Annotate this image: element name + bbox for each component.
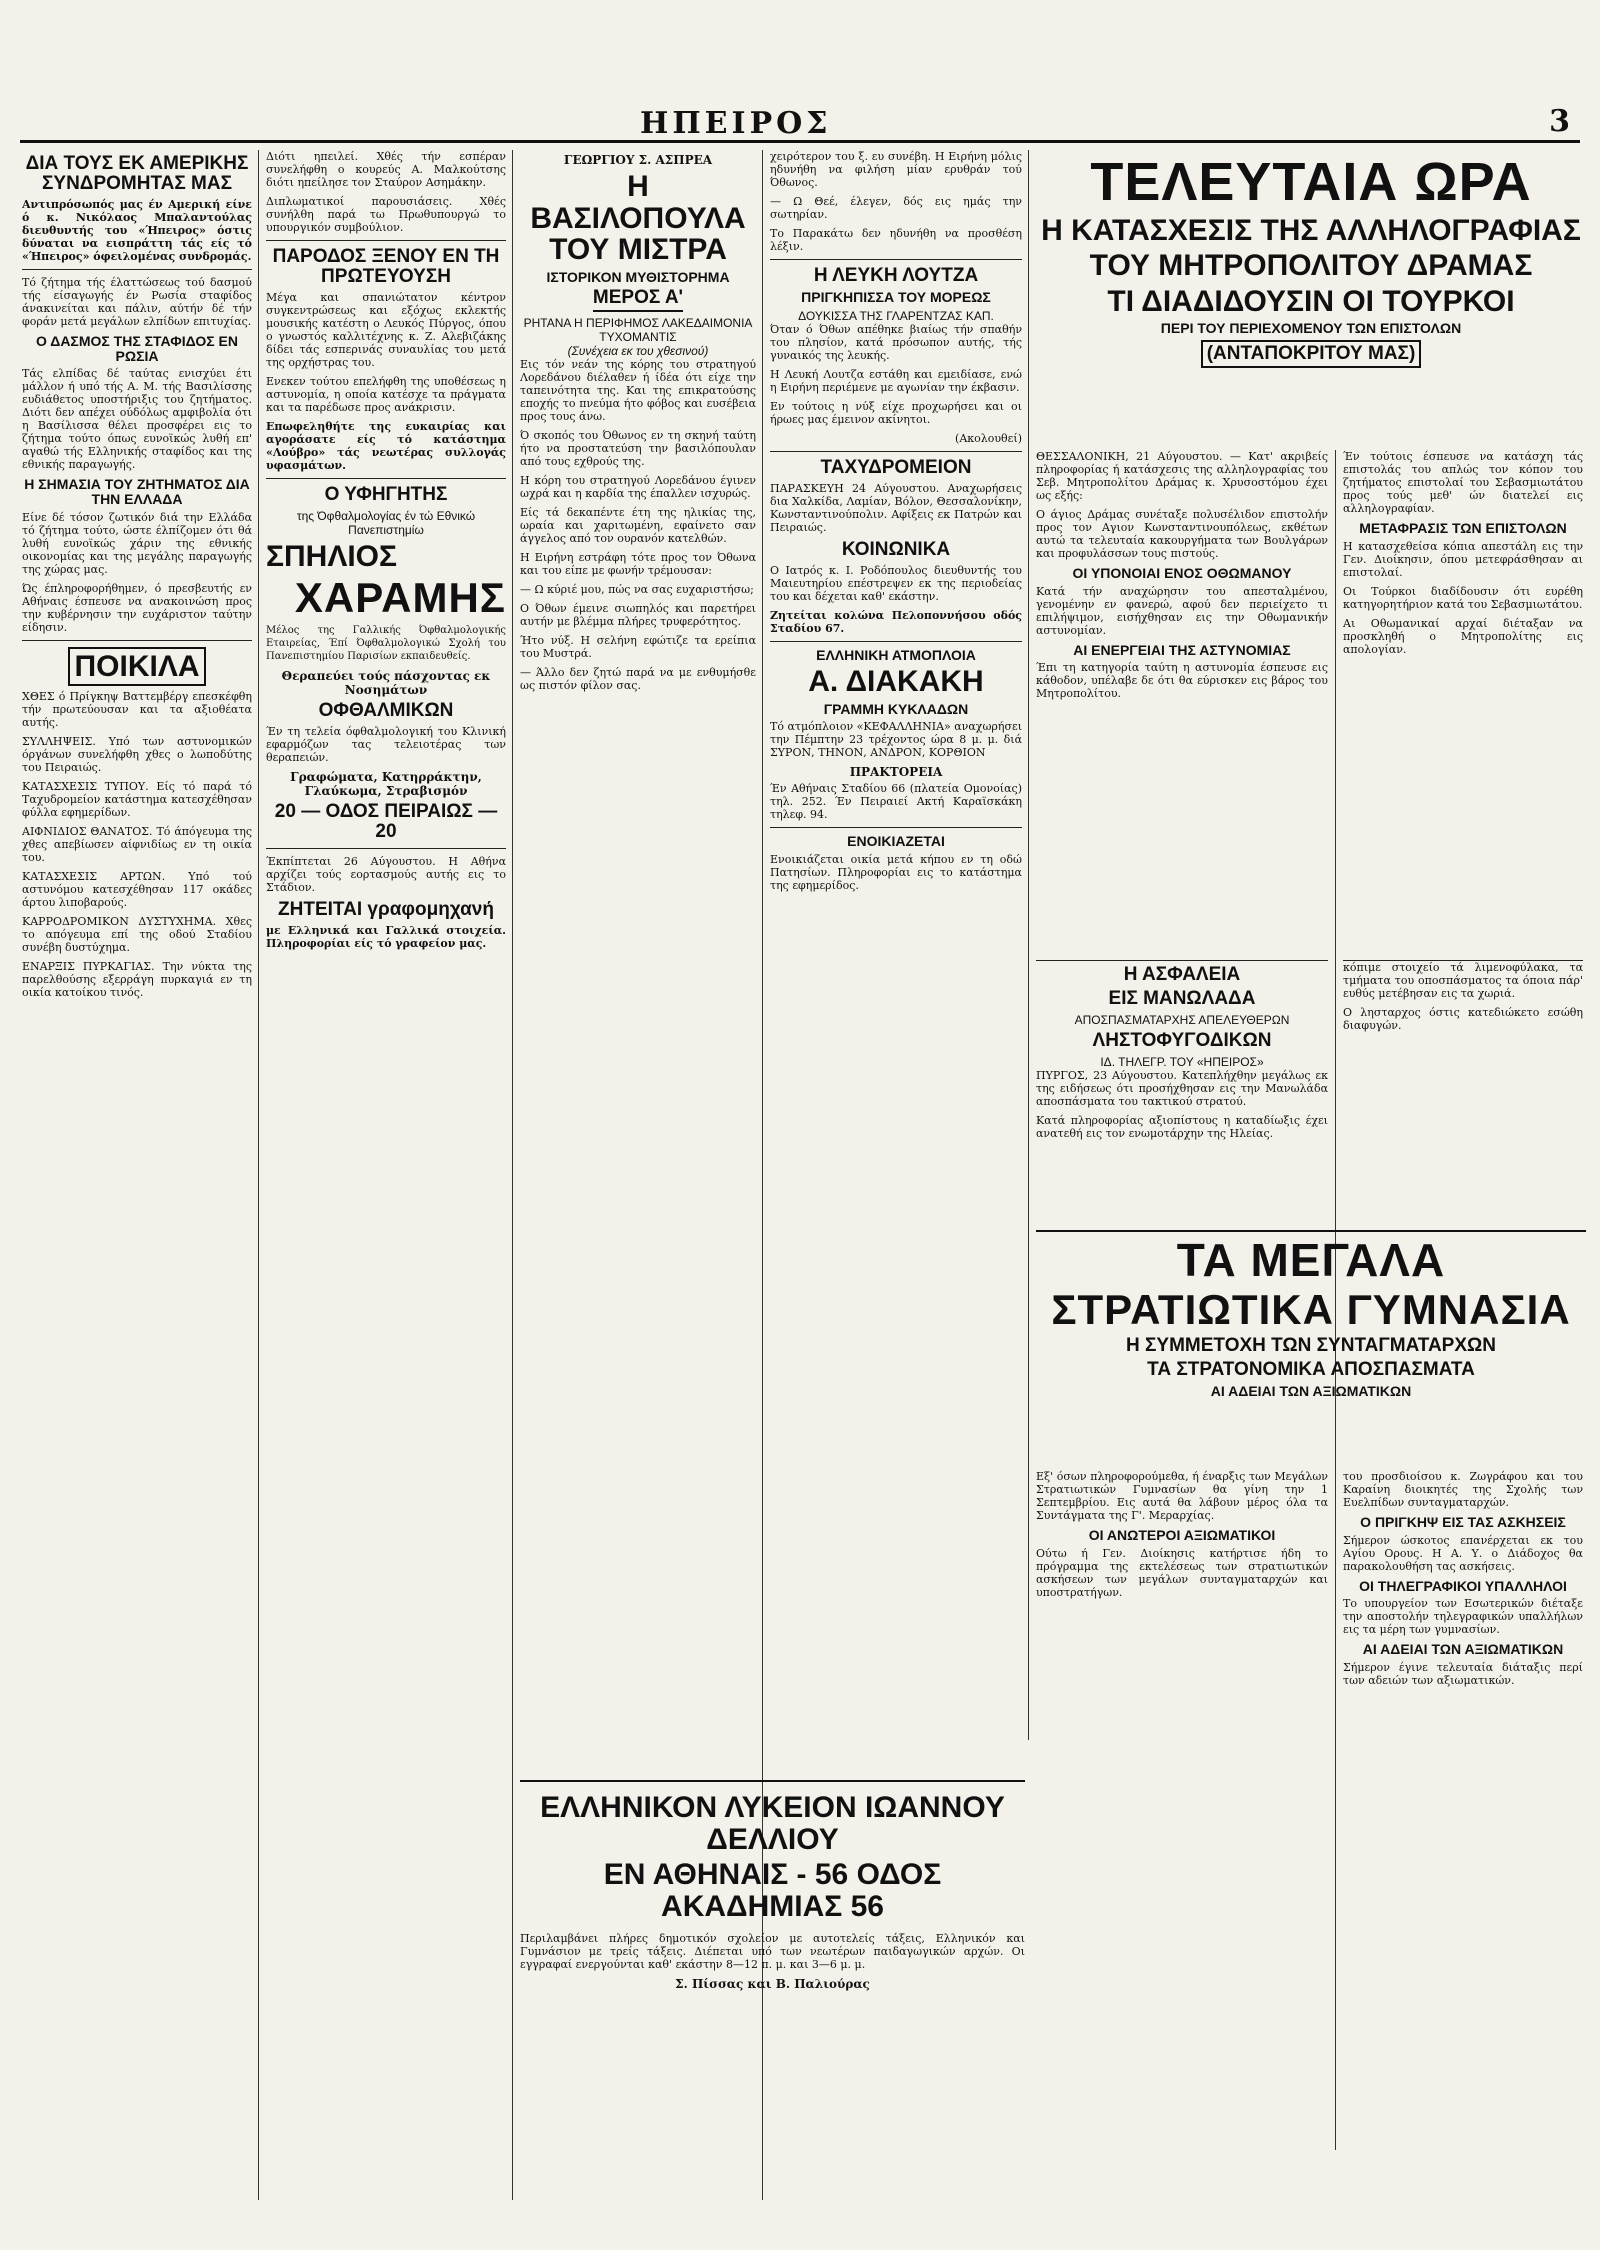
social-text: Ο Ιατρός κ. Ι. Ροδόπουλος διευθυντής του Μαιευτηρίου επέστρεψεν εκ της περιοδείας του και δέχεται καθ' εκάστην. — [770, 563, 1022, 603]
article-text: Ώς έπληροφορήθημεν, ό πρεσβευτής εν Αθήναις έσπευσε να ανακοινώση προς την κυβέρνησιν την ευχάριστον ταύτην είδησιν. — [22, 581, 252, 634]
ad-doctor-list: Γραφώματα, Κατηρράκτην, Γλαύκωμα, Στραβισμόν — [290, 770, 482, 799]
novel2-title: Η ΛΕΥΚΗ ΛΟΥΤΖΑ — [813, 265, 979, 286]
novel-continued: (Συνέχεια εκ του χθεσινού) — [567, 344, 709, 359]
subheading: ΟΙ ΥΠΟΝΟΙΑΙ ΕΝΟΣ ΟΘΩΜΑΝΟΥ — [1072, 565, 1292, 581]
column-4 — [770, 150, 1022, 1750]
social-header: ΚΟΙΝΩΝΙΚΑ — [841, 538, 951, 560]
subheading: ΜΕΤΑΦΡΑΣΙΣ ΤΩΝ ΕΠΙΣΤΟΛΩΝ — [1359, 520, 1567, 536]
novel-text: Η Λευκή Λουτζα εστάθη και εμειδίασε, ενώ η Ειρήνη περιέμενε με αγωνίαν την έκβασιν. — [770, 367, 1022, 394]
subheading: ΑΙ ΕΝΕΡΓΕΙΑΙ ΤΗΣ ΑΣΤΥΝΟΜΙΑΣ — [1073, 641, 1291, 658]
subheading: ΟΙ ΤΗΛΕΓΡΑΦΙΚΟΙ ΥΠΑΛΛΗΛΟΙ — [1359, 1577, 1567, 1594]
article-text: Μέγα και σπανιώτατον κέντρον συγκεντρώσεως και εξόχως εκλεκτής μουσικής κατέστη ο Λευκός Πύργος, όπου ο γνωστός καλλιτέχνης κ. Ζ. Αλεβιζάκης δίδει τάς εσπερινάς συναυλίας του μετά της ορχήστρας του. — [266, 290, 506, 369]
school-sign: Σ. Πίσσας και Β. Παλιούρας — [675, 1977, 870, 1991]
school-address: ΕΝ ΑΘΗΝΑΙΣ - 56 ΟΔΟΣ ΑΚΑΔΗΜΙΑΣ 56 — [603, 1858, 942, 1923]
article-text: του προσδιοίσου κ. Ζωγράφου και του Καραίνη διοικητές της Σχολής των Ευελπίδων συνταγματαρχών. — [1343, 1470, 1583, 1509]
exercises-big1: ΤΑ ΜΕΓΑΛΑ — [1176, 1234, 1446, 1286]
column-3 — [520, 150, 756, 1770]
novel2-subtitle: ΠΡΙΓΚΗΠΙΣΣΑ ΤΟΥ ΜΟΡΕΩΣ — [801, 288, 991, 305]
school-ad — [520, 1780, 1025, 2172]
manolada-header1: Η ΑΣΦΑΛΕΙΑ — [1123, 964, 1241, 985]
correspondent-tag: (ΑΝΤΑΠΟΚΡΙΤΟΥ ΜΑΣ) — [1036, 340, 1586, 368]
article-text: Ούτω ή Γεν. Διοίκησις κατήρτισε ήδη το πρόγραμμα της εκτελέσεως των στρατιωτικών ασκήσεων των μεγάλων συνταγματαρχών και υποστρατήγων. — [1036, 1546, 1328, 1599]
article-text: Σήμερον ώσκοτος επανέρχεται εκ του Αγίου Ορους. Η Α. Υ. ο Διάδοχος θα παρακολουθήση τας ασκήσεις. — [1343, 1533, 1583, 1573]
column-5-right — [1343, 450, 1583, 950]
continued-note: (Ακολουθεί) — [955, 431, 1022, 445]
turks-headline: ΤΙ ΔΙΑΔΙΔΟΥΣΙΝ ΟΙ ΤΟΥΡΚΟΙ — [1107, 284, 1515, 318]
subheading: Ο ΔΑΣΜΟΣ ΤΗΣ ΣΤΑΦΙΔΟΣ ΕΝ ΡΩΣΙΑ — [36, 332, 238, 364]
news-item: Διότι ηπειλεί. Χθές τήν εσπέραν συνελήφθη ο κουρεύς Α. Μαλκούτσης διότι ηπείλησε τον Σταύρον Ασημάκην. — [266, 150, 506, 189]
article-text: Κατά πληροφορίας αξιοπίστους η καταδίωξις έχει ανατεθή εις τον ενωμοτάρχην της Ηλείας. — [1036, 1113, 1328, 1140]
confiscation-headline: Η ΚΑΤΑΣΧΕΣΙΣ ΤΗΣ ΑΛΛΗΛΟΓΡΑΦΙΑΣ — [1041, 213, 1581, 247]
article-text: Το υπουργείον των Εσωτερικών διέταξε την αποστολήν τηλεγραφικών υπαλλήλων εις τα μέρη των γυμνασίων. — [1343, 1597, 1583, 1637]
ad-doctor-address: 20 — ΟΔΟΣ ΠΕΙΡΑΙΩΣ — 20 — [274, 801, 498, 843]
novel-text: χειρότερον του ξ. ευ συνέβη. Η Ειρήνη μόλις ηδυνήθη να φιλήση μίαν ερυθράν τού Όθωνος. — [770, 150, 1022, 189]
page-number: 3 — [1549, 104, 1570, 139]
exercises-h4: ΑΙ ΑΔΕΙΑΙ ΤΩΝ ΑΞΙΩΜΑΤΙΚΩΝ — [1210, 1383, 1412, 1400]
subheading: ΑΙ ΑΔΕΙΑΙ ΤΩΝ ΑΞΙΩΜΑΤΙΚΩΝ — [1362, 1641, 1564, 1658]
article-text: Ενεκεν τούτου επελήφθη της υποθέσεως η αστυνομία, η οποία κατέσχε τα πράγματα και τα παρέδωσε προς ανάκρισιν. — [266, 374, 506, 414]
novel-text: — Ω Θεέ, έλεγεν, δός εις ημάς την σωτηρίαν. — [770, 195, 1022, 221]
news-item: ΑΙΦΝΙΔΙΟΣ ΘΑΝΑΤΟΣ. Τό άπόγευμα της χθες απεβίωσεν αίφνιδίως εν τη οικία του. — [22, 825, 252, 865]
manolada-right — [1343, 960, 1583, 1221]
novel-text: Η Ειρήνη εστράφη τότε προς τον Όθωνα και του είπε με φωνήν τρέμουσαν: — [520, 551, 756, 578]
manolada-header2: ΕΙΣ ΜΑΝΩΛΑΔΑ — [1108, 987, 1256, 1009]
novel-text: Ήτο νύξ. Η σελήνη εφώτιζε τα ερείπια του Μυστρά. — [520, 634, 756, 661]
novel-text: Όταν ό Όθων απέθηκε βιαίως τήν σπαθήν του πλησίον, κατά πρόσωπον αυτής, τής γυναικός της λευκής. — [770, 322, 1022, 362]
news-item: ΕΝΑΡΞΙΣ ΠΥΡΚΑΓΙΑΣ. Την νύκτα της παρελθούσης εξερράγη πυρκαγιά εν τη οικία κατοίκου τινός. — [22, 960, 252, 1000]
ad-wanted-body: με Ελληνικά και Γαλλικά στοιχεία. Πληροφορίαι είς τό γραφείον μας. — [266, 924, 506, 951]
ad-doctor-sub: της Όφθαλμολογίας έν τώ Εθνικώ Πανεπιστημίω — [296, 508, 476, 537]
post-header: ΤΑΧΥΔΡΟΜΕΙΟΝ — [820, 456, 972, 478]
novel-text: Είς τά δεκαπέντε έτη της ηλικίας της, ωραία και χαριτωμένη, εφαίνετο σαν άγγελος από τον ουρανόν κατελθών. — [520, 506, 756, 546]
ship-text: Τό ατμόπλοιον «ΚΕΦΑΛΛΗΝΙΑ» αναχωρήσει την Πέμπτην 23 τρέχοντος ώρα 8 μ. μ. διά ΣΥΡΟΝ, ΤΗΝΟΝ, ΑΝΔΡΟΝ, ΚΟΡΘΙΟΝ — [770, 720, 1022, 760]
novel-text: Το Παρακάτω δεν ηδυνήθη να προσθέση λέξιν. — [770, 227, 1022, 253]
article-text: Είνε δέ τόσον ζωτικόν διά την Ελλάδα τό ζήτημα τούτο, ώστε έλπίζομεν ότι θά λυθή ευνοϊκώς χάριν της εθνικής οικονομίας και της μεγάλης παραγωγής της χώρας μας. — [22, 510, 252, 576]
post-text: ΠΑΡΑΣΚΕΥΗ 24 Αύγουστου. Αναχωρήσεις δια Χαλκίδα, Λαμίαν, Βόλον, Θεσσαλονίκην, Κωνσταντινούπολιν. Αφίξεις εκ Πατρών και Πειραιώς. — [770, 481, 1022, 534]
article-text: Ο λησταρχος όστις κατεδιώκετο εσώθη διαφυγών. — [1343, 1006, 1583, 1032]
article-text: Αι Οθωμανικαί αρχαί διέταξαν να προσκληθή ο Μητροπολίτης εις απολογίαν. — [1343, 616, 1583, 656]
exercises-h3: ΤΑ ΣΤΡΑΤΟΝΟΜΙΚΑ ΑΠΟΣΠΑΣΜΑΤΑ — [1147, 1359, 1475, 1381]
ad-wanted-title: ΖΗΤΕΙΤΑΙ γραφομηχανή — [278, 899, 494, 921]
masthead — [20, 100, 1580, 143]
novel-title: Η ΒΑΣΙΛΟΠΟΥΛΑ ΤΟΥ ΜΙΣΤΡΑ — [530, 170, 746, 266]
novel-text: Ο Όθων έμεινε σιωπηλός και παρετήρει αυτήν με βλέμμα πλήρες τρυφερότητος. — [520, 602, 756, 629]
exercises-headline-block — [1036, 1230, 1586, 1462]
ship-header: ΕΛΛΗΝΙΚΗ ΑΤΜΟΠΛΟΙΑ — [816, 646, 976, 663]
article-text: Επωφεληθήτε της ευκαιρίας και αγοράσατε είς τό κατάστημα «Λούβρο» τάς νεωτέρας συλλογάς υφασμάτων. — [266, 419, 506, 472]
article-text: Κατά τήν αναχώρησιν του απεσταλμένου, γενομένην εν φανερώ, αφού δεν περιείχετο τι επιλήψιμον, εισήχθησαν εις την Οθωμανικήν αστυνομίαν. — [1036, 584, 1328, 637]
ad-doctor-name2: ΧΑΡΑΜΗΣ — [294, 574, 506, 622]
news-item: ΚΑΤΑΣΧΕΣΙΣ ΤΥΠΟΥ. Είς τό παρά τό Ταχυδρομείον κατάστημα κατεσχέθησαν φύλλα εφημερίδων. — [22, 780, 252, 820]
ad-doctor-more: Έν τη τελεία όφθαλμολογική του Κλινική εφαρμόζων τας τελειοτέρας των θεραπειών. — [266, 725, 506, 765]
guest-header: ΠΑΡΟΔΟΣ ΞΕΝΟΥ ΕΝ ΤΗ ΠΡΩΤΕΥΟΥΣΗ — [272, 246, 500, 287]
rent-header: ΕΝΟΙΚΙΑΖΕΤΑΙ — [847, 833, 945, 850]
news-item: Έκπίπτεται 26 Αύγουστου. Η Αθήνα αρχίζει τούς εορτασμούς αυτής εις το Στάδιον. — [266, 855, 506, 895]
school-name: ΕΛΛΗΝΙΚΟΝ ΛΥΚΕΙΟΝ ΙΩΑΝΝΟΥ ΔΕΛΛΙΟΥ — [540, 1791, 1005, 1856]
column-2 — [266, 150, 506, 2210]
novel-text: — Ω κύριέ μου, πώς να σας ευχαριστήσω; — [520, 583, 754, 597]
letters-headline: ΠΕΡΙ ΤΟΥ ΠΕΡΙΕΧΟΜΕΝΟΥ ΤΩΝ ΕΠΙΣΤΟΛΩΝ — [1160, 320, 1462, 337]
article-text: Έν τούτοις έσπευσε να κατάσχη τάς επιστολάς του απλώς τον κόπον του ζητήματος επιστολαί του Σεβασμιωτάτου προς τούς μεθ' ών διατελεί εις αλληλογραφίαν. — [1343, 450, 1583, 515]
ship-office: ΠΡΑΚΤΟΡΕΙΑ — [849, 765, 943, 780]
novel-chapter: ΡΗΤΑΝΑ Η ΠΕΡΙΦΗΜΟΣ ΛΑΚΕΔΑΙΜΟΝΙΑ ΤΥΧΟΜΑΝΤΙΣ — [523, 316, 753, 345]
subheading: ΟΙ ΑΝΩΤΕΡΟΙ ΑΞΙΩΜΑΤΙΚΟΙ — [1088, 1527, 1276, 1543]
article-text: Οι Τούρκοι διαδίδουσιν ότι ευρέθη κατηγορητήριον κατά του Σεβασμιωτάτου. — [1343, 584, 1583, 611]
school-text: Περιλαμβάνει πλήρες δημοτικόν σχολείον με αυτοτελείς τάξεις, Ελληνικόν και Γυμνάσιον με τρείς τάξεις. Διέπεται υπό των νεωτέρων παιδαγωγικών αρχών. Οι εγγραφαί ενεργούνται καθ' εκάστην 8—12 π. μ. και 3—6 μ. μ. — [520, 1932, 1025, 1971]
exercises-big2: ΣΤΡΑΤΙΩΤΙΚΑ ΓΥΜΝΑΣΙΑ — [1051, 1286, 1571, 1334]
news-item: ΚΑΡΡΟΔΡΟΜΙΚΟΝ ΔΥΣΤΥΧΗΜΑ. Χθες το απόγευμα επί της οδού Σταδίου συνέβη δυστύχημα. — [22, 915, 252, 955]
ship-address: Έν Αθήναις Σταδίου 66 (πλατεία Ομονοίας) τηλ. 252. Έν Πειραιεί Ακτή Καραϊσκάκη τηλεφ. 94. — [770, 782, 1022, 822]
exercises-right — [1343, 1470, 1583, 2170]
exercises-h2: Η ΣΥΜΜΕΤΟΧΗ ΤΩΝ ΣΥΝΤΑΓΜΑΤΑΡΧΩΝ — [1126, 1335, 1496, 1357]
last-hour-headline: ΤΕΛΕΥΤΑΙΑ ΩΡΑ — [1090, 152, 1532, 212]
novel-text: Εις τόν νεάν της κόρης του στρατηγού Λορεδάνου διέλαθεν ή ίδέα ότι είχε την ταπεινότητα της. Και της επικρατούσης εποχής το πνεύμα ήτο φόβος και ευσέβεια προς τους άνω. — [520, 358, 756, 424]
news-item: Διπλωματικοί παρουσιάσεις. Χθές συνήλθη παρά τω Πρωθυπουργώ το υπουργικόν συμβούλιον. — [266, 195, 506, 234]
exercises-left — [1036, 1470, 1328, 2170]
novel-text: Ό σκοπός του Όθωνος εν τη σκηνή ταύτη ήτο να προστατεύση την βασιλόπουλαν από τους εχθρούς της. — [520, 429, 756, 469]
last-hour-block — [1036, 150, 1586, 450]
article-text: Η κατασχεθείσα κόπια απεστάλη εις την Γεν. Διοίκησιν, όπου μετεφράσθησαν αι επιστολαί. — [1343, 539, 1583, 579]
news-item: ΧΘΕΣ ό Πρίγκηψ Βαττεμβέργ επεσκέφθη τήν πρωτεύουσαν και τα αξιοθέατα αυτής. — [22, 690, 252, 730]
novel-byline: ΓΕΩΡΓΙΟΥ Σ. ΑΣΠΡΕΑ — [563, 153, 713, 167]
wanted-text: Ζητείται κολώνα Πελοποννήσου οδός Σταδίου 67. — [770, 608, 1022, 635]
manolada-sub2: ΛΗΣΤΟΦΥΓΟΔΙΚΩΝ — [1092, 1029, 1272, 1051]
article-text: Τάς ελπίδας δέ ταύτας ενισχύει έτι μάλλον ή υπό τής Α. Μ. τής Βασιλίσσης ευδιάθετος υποστήριξις του ζητήματος. Διότι δεν απέχει ούδόλως αμφιβολία ότι η Βασίλισσα θέλει προσφέρει εις το ζήτημα τούτο όπως ευνοϊκώς λυθή επ' αγαθώ τής Ελληνικής σταφίδος και της εθνικής παραγωγής. — [22, 367, 252, 472]
column-1 — [22, 150, 252, 2210]
manolada-sub1: ΑΠΟΣΠΑΣΜΑΤΑΡΧΗΣ ΑΠΕΛΕΥΘΕΡΩΝ — [1074, 1012, 1290, 1027]
newspaper-title: ΗΠΕΙΡΟΣ — [640, 106, 832, 141]
news-item: ΚΑΤΑΣΧΕΣΙΣ ΑΡΤΩΝ. Υπό τού αστυνόμου κατεσχέθησαν 117 οκάδες άρτου λιποβαρούς. — [22, 870, 252, 910]
manolada-tel: ΙΔ. ΤΗΛΕΓΡ. ΤΟΥ «ΗΠΕΙΡΟΣ» — [1100, 1054, 1264, 1069]
article-text: ΠΥΡΓΟΣ, 23 Αύγουστου. Κατεπλήχθην μεγάλως εκ της ειδήσεως ότι προσήχθησαν εις την Μανωλάδα αποσπάσματα του τακτικού στρατού. — [1036, 1068, 1328, 1108]
news-item: ΣΥΛΛΗΨΕΙΣ. Υπό των αστυνομικών όργάνων συνελήφθη χθες ο λωποδύτης του Πειραιώς. — [22, 735, 252, 775]
dateline-text: ΘΕΣΣΑΛΟΝΙΚΗ, 21 Αύγουστου. — Κατ' ακριβείς πληροφορίας ή κατάσχεσις της αλληλογραφίας του Σεβ. Μητροπολίτου Δράμας κ. Χρυσοστόμου έχει ως εξής: — [1036, 450, 1328, 502]
novel-subtitle: ΙΣΤΟΡΙΚΟΝ ΜΥΘΙΣΤΟΡΗΜΑ — [546, 268, 730, 285]
article-text: Τό ζήτημα τής έλαττώσεως τού δασμού τής είσαγωγής έν Ρωσία σταφίδος άνακινείται και πάλιν, αύτήν δέ τήν φοράν μετά μεγάλων ελπίδων επιτυχίας. — [22, 275, 252, 328]
novel-text: — Άλλο δεν ζητώ παρά να με ενθυμήσθε ως πιστόν φίλον σας. — [520, 666, 756, 693]
subheading: Ο ΠΡΙΓΚΗΨ ΕΙΣ ΤΑΣ ΑΣΚΗΣΕΙΣ — [1360, 1514, 1566, 1530]
ship-line: ΓΡΑΜΜΗ ΚΥΚΛΑΔΩΝ — [823, 700, 969, 717]
ad-doctor-title: Ο ΥΦΗΓΗΤΗΣ — [324, 483, 448, 505]
article-text: Έπι τη κατηγορία ταύτη η αστυνομία έσπευσε εις κάθοδον, υπέλαβε δε ότι θα εύρισκεν εις βάρος του Μητροπολίτου. — [1036, 661, 1328, 701]
novel-text: Η κόρη του στρατηγού Λορεδάνου έγινεν ωχρά και η καρδία της έπαλλεν ισχυρώς. — [520, 474, 756, 501]
novel-text: Εν τούτοις η νύξ είχε προχωρήσει και οι ήρωες μας έμεινον ακίνητοι. — [770, 399, 1022, 426]
subheading: Η ΣΗΜΑΣΙΑ ΤΟΥ ΖΗΤΗΜΑΤΟΣ ΔΙΑ ΤΗΝ ΕΛΛΑΔΑ — [24, 476, 250, 507]
ship-company: Α. ΔΙΑΚΑΚΗ — [808, 665, 984, 699]
metropolitan-headline: ΤΟΥ ΜΗΤΡΟΠΟΛΙΤΟΥ ΔΡΑΜΑΣ — [1089, 249, 1533, 283]
ad-doctor-name1: ΣΠΗΛΙΟΣ — [266, 539, 398, 573]
ad-doctor-desc: Μέλος της Γαλλικής Όφθαλμολογικής Εταιρείας, Έπί Όφθαλμολογικώ Σχολή του Πανεπιστημίου Παρισίων εκπαιδευθείς. — [266, 625, 506, 663]
article-text: κόπιμε στοιχείο τά λιμενοφύλακα, τα τμήματα του οποσπάσματος τα όποια πάρ' ευθύς μετέβησαν εις τα χωριά. — [1343, 961, 1583, 1000]
americans-header: ΔΙΑ ΤΟΥΣ ΕΚ ΑΜΕΡΙΚΗΣ ΣΥΝΔΡΟΜΗΤΑΣ ΜΑΣ — [25, 153, 249, 194]
article-text: Εξ' όσων πληροφορούμεθα, ή έναρξις των Μεγάλων Στρατιωτικών Γυμνασίων θα γίνη την 1 Σεπτεμβρίου. Εις αυτά θα λάβουν μέρος όλα τα Συντάγματα της Γ'. Μεραρχίας. — [1036, 1470, 1328, 1522]
ad-doctor-specialty: ΟΦΘΑΛΜΙΚΩΝ — [318, 700, 454, 722]
section-heading: ΠΟΙΚΙΛΑ — [22, 647, 252, 687]
manolada-block — [1036, 960, 1328, 1221]
ad-doctor-line: Θεραπεύει τούς πάσχοντας εκ Νοσημάτων — [281, 669, 491, 698]
americans-notice: Αντιπρόσωπός μας έν Αμερική είνε ό κ. Νικόλαος Μπαλαντούλας διευθυντής του «Ήπειρος» όστις δύναται να εισπράττη τάς είς τό «Ήπειρος» όφειλομένας συνδρομάς. — [22, 197, 252, 263]
novel-part: ΜΕΡΟΣ Α' — [520, 288, 756, 312]
novel2-subtitle2: ΔΟΥΚΙΣΣΑ ΤΗΣ ΓΛΑΡΕΝΤΖΑΣ ΚΑΠ. — [798, 308, 994, 323]
column-5-left — [1036, 450, 1328, 950]
article-text: Ο άγιος Δράμας συνέταξε πολυσέλιδον επιστολήν προς τον Αγιον Κωνσταντινουπόλεως, εκθέτων αυτώ τα τελευταία κακουργήματα των Βουλγάρων και προφυλάσσων τους πιστούς. — [1036, 508, 1328, 560]
article-text: Σήμερον έγινε τελευταία διάταξις περί των αδειών των αξιωματικών. — [1343, 1661, 1583, 1688]
rent-text: Ενοικιάζεται οικία μετά κήπου εν τη οδώ Πατησίων. Πληροφορίαι εις το κατάστημα της εφημερίδος. — [770, 853, 1022, 893]
